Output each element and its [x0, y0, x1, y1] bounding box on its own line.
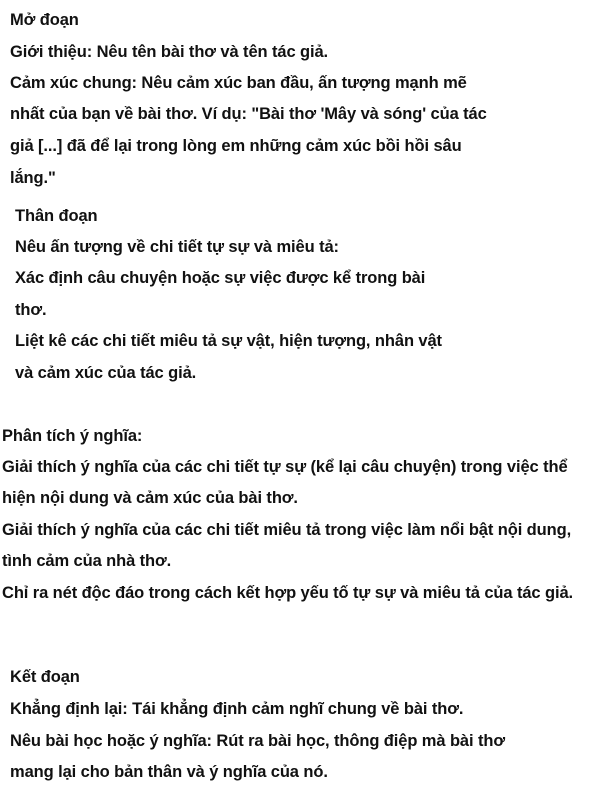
than-doan-line-3: thơ. [15, 301, 47, 319]
ket-doan-line-2: Nêu bài học hoặc ý nghĩa: Rút ra bài học, thông điệp mà bài thơ [10, 732, 505, 750]
section-heading-than-doan: Thân đoạn [15, 207, 98, 225]
than-doan-line-5: và cảm xúc của tác giả. [15, 364, 197, 382]
section-heading-ket-doan: Kết đoạn [10, 668, 80, 686]
ket-doan-line-1: Khẳng định lại: Tái khẳng định cảm nghĩ chung về bài thơ. [10, 700, 464, 718]
phan-tich-line-1: Giải thích ý nghĩa của các chi tiết tự sự (kể lại câu chuyện) trong việc thể [2, 458, 568, 476]
section-heading-phan-tich: Phân tích ý nghĩa: [2, 427, 143, 445]
than-doan-line-1: Nêu ấn tượng về chi tiết tự sự và miêu tả: [15, 238, 339, 256]
than-doan-line-4: Liệt kê các chi tiết miêu tả sự vật, hiện tượng, nhân vật [15, 332, 442, 350]
than-doan-line-2: Xác định câu chuyện hoặc sự việc được kể trong bài [15, 269, 426, 287]
phan-tich-line-5: Chỉ ra nét độc đáo trong cách kết hợp yếu tố tự sự và miêu tả của tác giả. [2, 584, 574, 602]
mo-doan-line-1: Giới thiệu: Nêu tên bài thơ và tên tác giả. [10, 43, 329, 61]
phan-tich-line-3: Giải thích ý nghĩa của các chi tiết miêu tả trong việc làm nổi bật nội dung, [2, 521, 572, 539]
phan-tich-line-2: hiện nội dung và cảm xúc của bài thơ. [2, 489, 298, 507]
mo-doan-line-2: Cảm xúc chung: Nêu cảm xúc ban đầu, ấn tượng mạnh mẽ [10, 74, 467, 92]
ket-doan-line-3: mang lại cho bản thân và ý nghĩa của nó. [10, 763, 328, 781]
mo-doan-line-5: lắng." [10, 169, 56, 187]
phan-tich-line-4: tình cảm của nhà thơ. [2, 552, 172, 570]
mo-doan-line-3: nhất của bạn về bài thơ. Ví dụ: "Bài thơ 'Mây và sóng' của tác [10, 105, 487, 123]
mo-doan-line-4: giả [...] đã để lại trong lòng em những cảm xúc bồi hồi sâu [10, 137, 462, 155]
section-heading-mo-doan: Mở đoạn [10, 11, 79, 29]
